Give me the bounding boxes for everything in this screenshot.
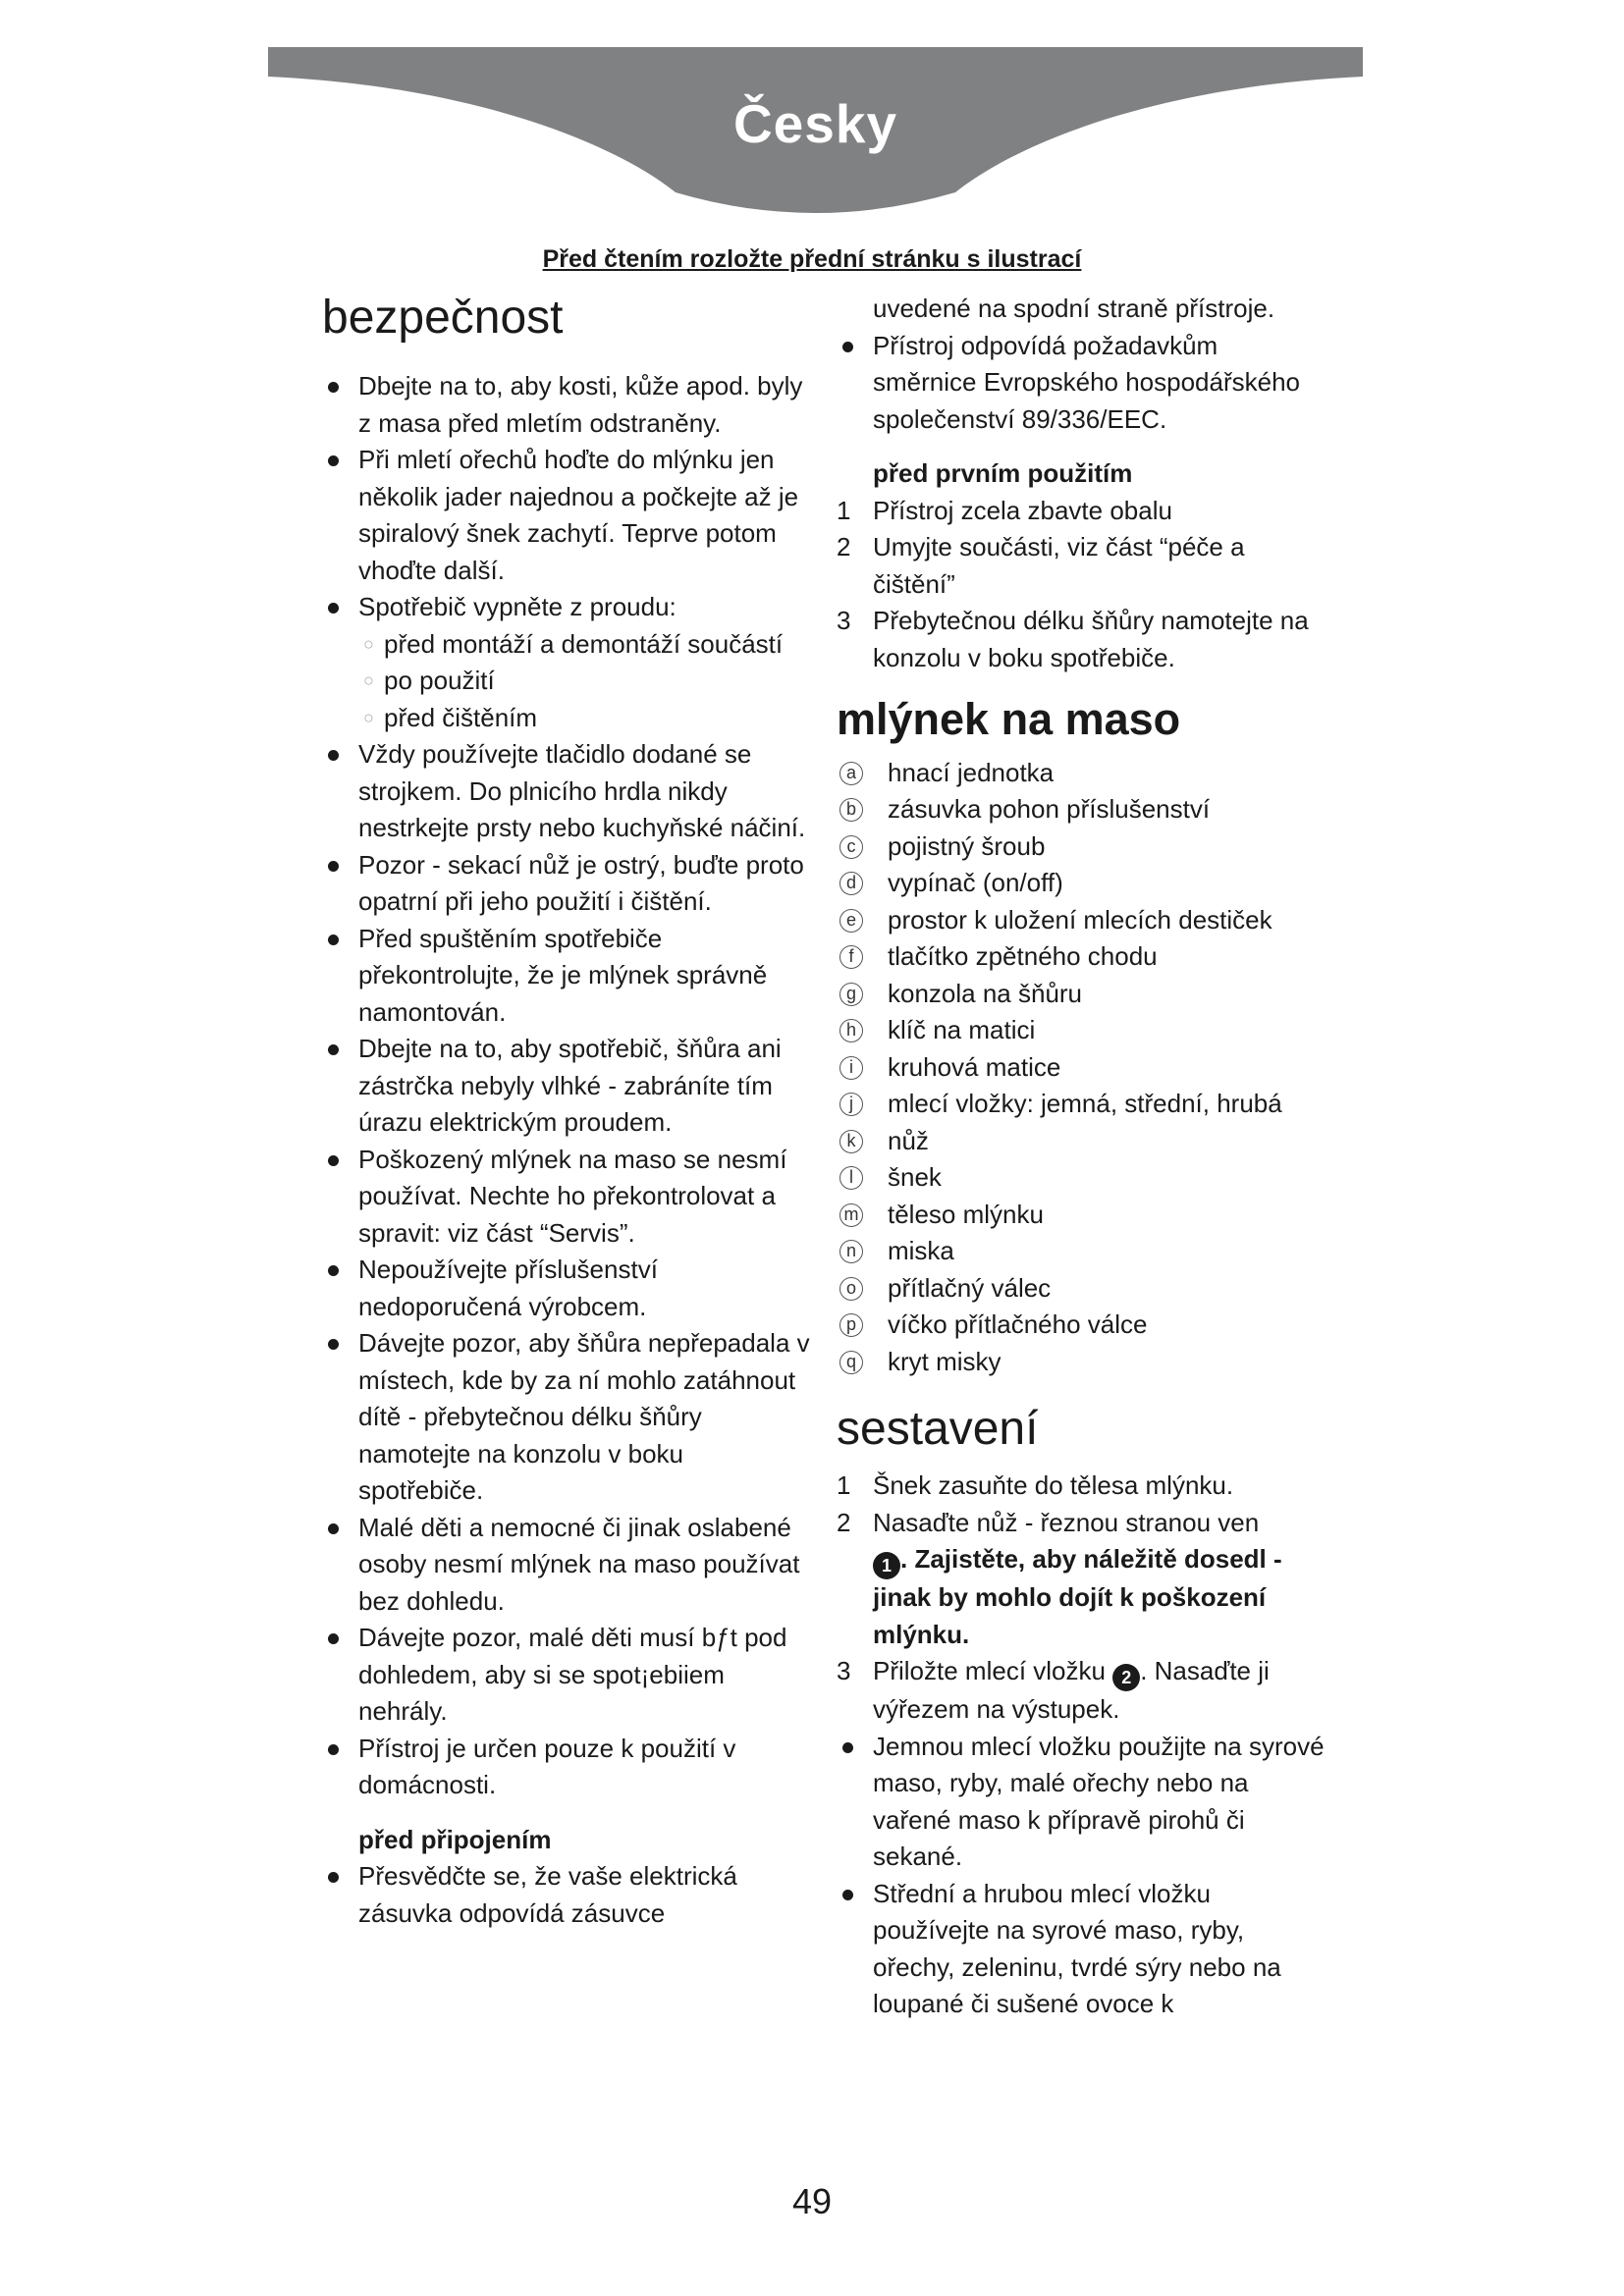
part-letter-icon: o bbox=[839, 1277, 863, 1301]
language-title: Česky bbox=[732, 93, 898, 154]
part-name: tlačítko zpětného chodu bbox=[888, 941, 1158, 972]
assembly-step bbox=[837, 1505, 1327, 1654]
part-item bbox=[837, 1012, 1327, 1049]
safety-item: Dbejte na to, aby spotřebič, šňůra ani zástrčka nebyly vlhké - zabráníte tím úrazu elektrickým proudem. bbox=[322, 1031, 813, 1142]
intro-note: Před čtením rozložte přední stránku s ilustrací bbox=[542, 245, 1082, 273]
unplug-item bbox=[322, 626, 813, 664]
part-name: hnací jednotka bbox=[888, 757, 1055, 787]
safety-item: Malé děti a nemocné či jinak oslabené osoby nesmí mlýnek na maso používat bez dohledu. bbox=[322, 1510, 813, 1621]
part-item bbox=[837, 865, 1327, 902]
before-connect-heading: před připojením bbox=[358, 1824, 552, 1854]
figure-ref-1: 1 bbox=[873, 1552, 900, 1579]
unplug-text: po použití bbox=[384, 666, 495, 696]
step-number: 1 bbox=[837, 495, 851, 525]
part-item bbox=[837, 791, 1327, 828]
part-name: mlecí vložky: jemná, střední, hrubá bbox=[888, 1089, 1282, 1119]
unplug-text: před čištěním bbox=[384, 702, 538, 732]
left-column bbox=[322, 291, 813, 1932]
part-name: prostor k uložení mlecích destiček bbox=[888, 904, 1272, 934]
part-item bbox=[837, 1197, 1327, 1234]
part-letter-icon: i bbox=[839, 1056, 863, 1080]
language-banner bbox=[268, 47, 1363, 219]
assembly-bullet: Střední a hrubou mlecí vložku používejte na syrové maso, ryby, ořechy, zeleninu, tvrdé sýry nebo na loupané či sušené ovoce k bbox=[837, 1876, 1327, 2023]
safety-item: Vždy používejte tlačidlo dodané se strojkem. Do plnicího hrdla nikdy nestrkejte prsty nebo kuchyňské náčiní. bbox=[322, 736, 813, 847]
step-text: Umyjte součásti, viz část “péče a čištění” bbox=[873, 532, 1245, 599]
part-name: miska bbox=[888, 1236, 954, 1266]
part-letter-icon: e bbox=[839, 909, 863, 933]
step-text: Nasaďte nůž - řeznou stranou ven bbox=[873, 1507, 1260, 1537]
part-name: vypínač (on/off) bbox=[888, 868, 1063, 898]
step-number: 1 bbox=[837, 1470, 851, 1501]
part-letter-icon: g bbox=[839, 983, 863, 1006]
part-item bbox=[837, 902, 1327, 939]
step-number: 2 bbox=[837, 532, 851, 561]
assembly-heading: sestavení bbox=[837, 1403, 1039, 1456]
part-name: kryt misky bbox=[888, 1346, 1001, 1376]
unplug-item bbox=[322, 700, 813, 737]
part-name: těleso mlýnku bbox=[888, 1199, 1044, 1229]
part-name: víčko přítlačného válce bbox=[888, 1309, 1148, 1340]
part-item bbox=[837, 976, 1327, 1013]
step-text: Přebytečnou délku šňůry namotejte na konzolu v boku spotřebiče. bbox=[873, 606, 1309, 672]
parts-list bbox=[837, 755, 1327, 1381]
first-use-step bbox=[837, 493, 1327, 530]
page-number: 49 bbox=[791, 2181, 833, 2221]
part-item bbox=[837, 755, 1327, 792]
part-letter-icon: c bbox=[839, 835, 863, 859]
figure-ref-2: 2 bbox=[1112, 1664, 1140, 1691]
part-name: klíč na matici bbox=[888, 1015, 1036, 1045]
step-number: 2 bbox=[837, 1507, 851, 1537]
safety-item: Dbejte na to, aby kosti, kůže apod. byly z masa před mletím odstraněny. bbox=[322, 368, 813, 442]
unplug-symbol: ○ bbox=[363, 707, 374, 727]
safety-item: Nepoužívejte příslušenství nedoporučená výrobcem. bbox=[322, 1252, 813, 1325]
part-item bbox=[837, 1123, 1327, 1160]
part-letter-icon: h bbox=[839, 1019, 863, 1042]
safety-item: Pozor - sekací nůž je ostrý, buďte proto opatrní při jeho použití i čištění. bbox=[322, 847, 813, 921]
step-warning: . Zajistěte, aby náležitě dosedl - jinak by mohlo dojít k poškození mlýnku. bbox=[873, 1544, 1282, 1649]
part-letter-icon: j bbox=[839, 1093, 863, 1116]
part-item bbox=[837, 1086, 1327, 1123]
step-number: 3 bbox=[837, 606, 851, 635]
part-item bbox=[837, 1270, 1327, 1308]
safety-heading: bezpečnost bbox=[322, 292, 564, 344]
part-name: konzola na šňůru bbox=[888, 978, 1083, 1008]
part-name: zásuvka pohon příslušenství bbox=[888, 794, 1211, 825]
part-letter-icon: d bbox=[839, 872, 863, 895]
safety-item: Dávejte pozor, aby šňůra nepřepadala v místech, kde by za ní mohlo zatáhnout dítě - přebytečnou délku šňůry namotejte na konzolu v boku spotřebiče. bbox=[322, 1325, 813, 1510]
unplug-symbol: ○ bbox=[363, 670, 374, 691]
part-letter-icon: p bbox=[839, 1313, 863, 1337]
part-letter-icon: f bbox=[839, 945, 863, 969]
safety-item: Poškozený mlýnek na maso se nesmí používat. Nechte ho překontrolovat a spravit: viz část “Servis”. bbox=[322, 1142, 813, 1253]
part-item bbox=[837, 1049, 1327, 1087]
part-item bbox=[837, 938, 1327, 976]
step-text: Přístroj zcela zbavte obalu bbox=[873, 495, 1172, 525]
step-number: 3 bbox=[837, 1656, 851, 1686]
step-text: Šnek zasuňte do tělesa mlýnku. bbox=[873, 1470, 1234, 1501]
first-use-step bbox=[837, 529, 1327, 603]
unplug-item bbox=[322, 663, 813, 700]
first-use-step bbox=[837, 603, 1327, 676]
part-item bbox=[837, 1307, 1327, 1344]
part-letter-icon: n bbox=[839, 1240, 863, 1263]
part-name: přítlačný válec bbox=[888, 1272, 1052, 1303]
part-name: pojistný šroub bbox=[888, 830, 1046, 861]
step-text: Přiložte mlecí vložku bbox=[873, 1656, 1106, 1686]
part-item bbox=[837, 1344, 1327, 1381]
assembly-step bbox=[837, 1468, 1327, 1505]
part-item bbox=[837, 1233, 1327, 1270]
step-text: . Nasaďte ji výřezem na výstupek. bbox=[873, 1656, 1270, 1725]
part-letter-icon: m bbox=[839, 1203, 863, 1227]
safety-item: Přístroj je určen pouze k použití v domácnosti. bbox=[322, 1731, 813, 1804]
directive-item: Přístroj odpovídá požadavkům směrnice Evropského hospodářského společenství 89/336/EEC. bbox=[837, 328, 1327, 439]
safety-item: Spotřebič vypněte z proudu: bbox=[322, 589, 813, 626]
part-item bbox=[837, 1159, 1327, 1197]
before-connect-item: Přesvědčte se, že vaše elektrická zásuvka odpovídá zásuvce bbox=[322, 1858, 813, 1932]
unplug-symbol: ○ bbox=[363, 633, 374, 654]
part-letter-icon: k bbox=[839, 1130, 863, 1153]
safety-item: Při mletí ořechů hoďte do mlýnku jen několik jader najednou a počkejte až je spiralový šnek zachytí. Teprve potom vhoďte další. bbox=[322, 442, 813, 589]
part-item bbox=[837, 828, 1327, 866]
part-letter-icon: a bbox=[839, 762, 863, 785]
part-name: šnek bbox=[888, 1162, 942, 1193]
assembly-bullet: Jemnou mlecí vložku použijte na syrové maso, ryby, malé ořechy nebo na vařené maso k přípravě pirohů či sekané. bbox=[837, 1729, 1327, 1876]
right-column bbox=[837, 291, 1327, 2023]
part-letter-icon: b bbox=[839, 798, 863, 822]
unplug-text: před montáží a demontáží součástí bbox=[384, 628, 784, 659]
safety-item: Dávejte pozor, malé děti musí bƒt pod dohledem, aby si se spot¡ebiiem nehrály. bbox=[322, 1620, 813, 1731]
part-letter-icon: q bbox=[839, 1351, 863, 1374]
first-use-heading: před prvním použitím bbox=[873, 458, 1133, 488]
grinder-heading: mlýnek na maso bbox=[837, 694, 1181, 744]
part-name: kruhová matice bbox=[888, 1051, 1061, 1082]
part-letter-icon: l bbox=[839, 1166, 863, 1190]
assembly-step bbox=[837, 1653, 1327, 1729]
continuation-text: uvedené na spodní straně přístroje. bbox=[873, 294, 1275, 323]
part-name: nůž bbox=[888, 1125, 929, 1155]
safety-item: Před spuštěním spotřebiče překontrolujte, že je mlýnek správně namontován. bbox=[322, 921, 813, 1032]
